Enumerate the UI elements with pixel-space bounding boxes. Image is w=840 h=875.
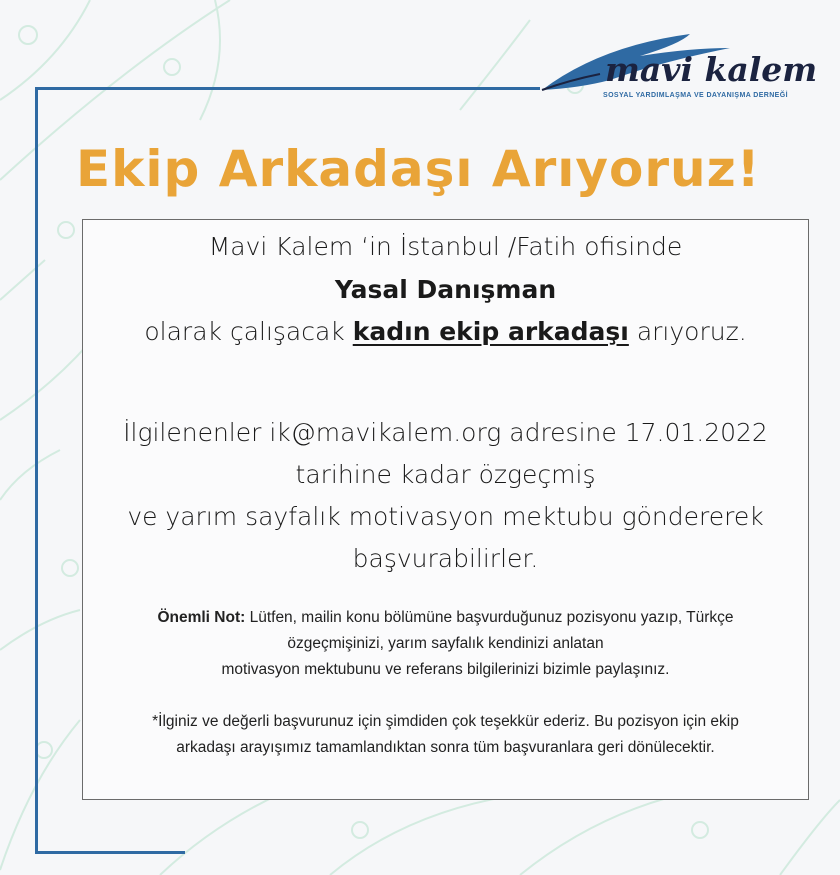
logo-subtitle: SOSYAL YARDIMLAŞMA VE DAYANIŞMA DERNEĞİ	[603, 92, 788, 99]
frame-line-bottom	[35, 851, 185, 854]
thanks-line-1: *İlginiz ve değerli başvurunuz için şimdiden çok teşekkür ederiz. Bu pozisyon için ekip	[152, 713, 739, 730]
announcement-card	[82, 219, 809, 800]
note-line-1	[83, 609, 808, 627]
application-line-2: tarihine kadar özgeçmiş	[295, 460, 596, 489]
intro-line-3-prefix: olarak çalışacak	[144, 317, 353, 346]
intro-line-3-suffix: arıyoruz.	[636, 317, 747, 346]
application-line-1: İlgilenenler ik@mavikalem.org adresine 17.01.2022	[123, 418, 768, 447]
role-title: Yasal Danışman	[334, 275, 557, 304]
frame-line-left	[35, 87, 38, 854]
intro-line-3	[83, 317, 808, 346]
note-line-2: özgeçmişinizi, yarım sayfalık kendinizi anlatan	[287, 635, 604, 652]
logo-name: mavi kalem	[605, 50, 818, 89]
intro-line-3-emphasis: kadın ekip arkadaşı	[352, 317, 629, 346]
frame-line-top	[35, 87, 540, 90]
note-text-1: Lütfen, mailin konu bölümüne başvurduğunuz pozisyonu yazıp, Türkçe	[245, 609, 734, 626]
note-line-3: motivasyon mektubunu ve referans bilgilerinizi bizimle paylaşınız.	[221, 661, 670, 678]
page-title: Ekip Arkadaşı Arıyoruz!	[76, 140, 761, 198]
intro-line-1: Mavi Kalem ‘in İstanbul /Fatih ofisinde	[208, 232, 683, 261]
application-line-4: başvurabilirler.	[352, 544, 539, 573]
application-line-3: ve yarım sayfalık motivasyon mektubu göndererek	[127, 502, 764, 531]
thanks-line-2: arkadaşı arayışımız tamamlandıktan sonra tüm başvuranlara geri dönülecektir.	[176, 739, 715, 756]
note-label: Önemli Not:	[157, 609, 246, 626]
